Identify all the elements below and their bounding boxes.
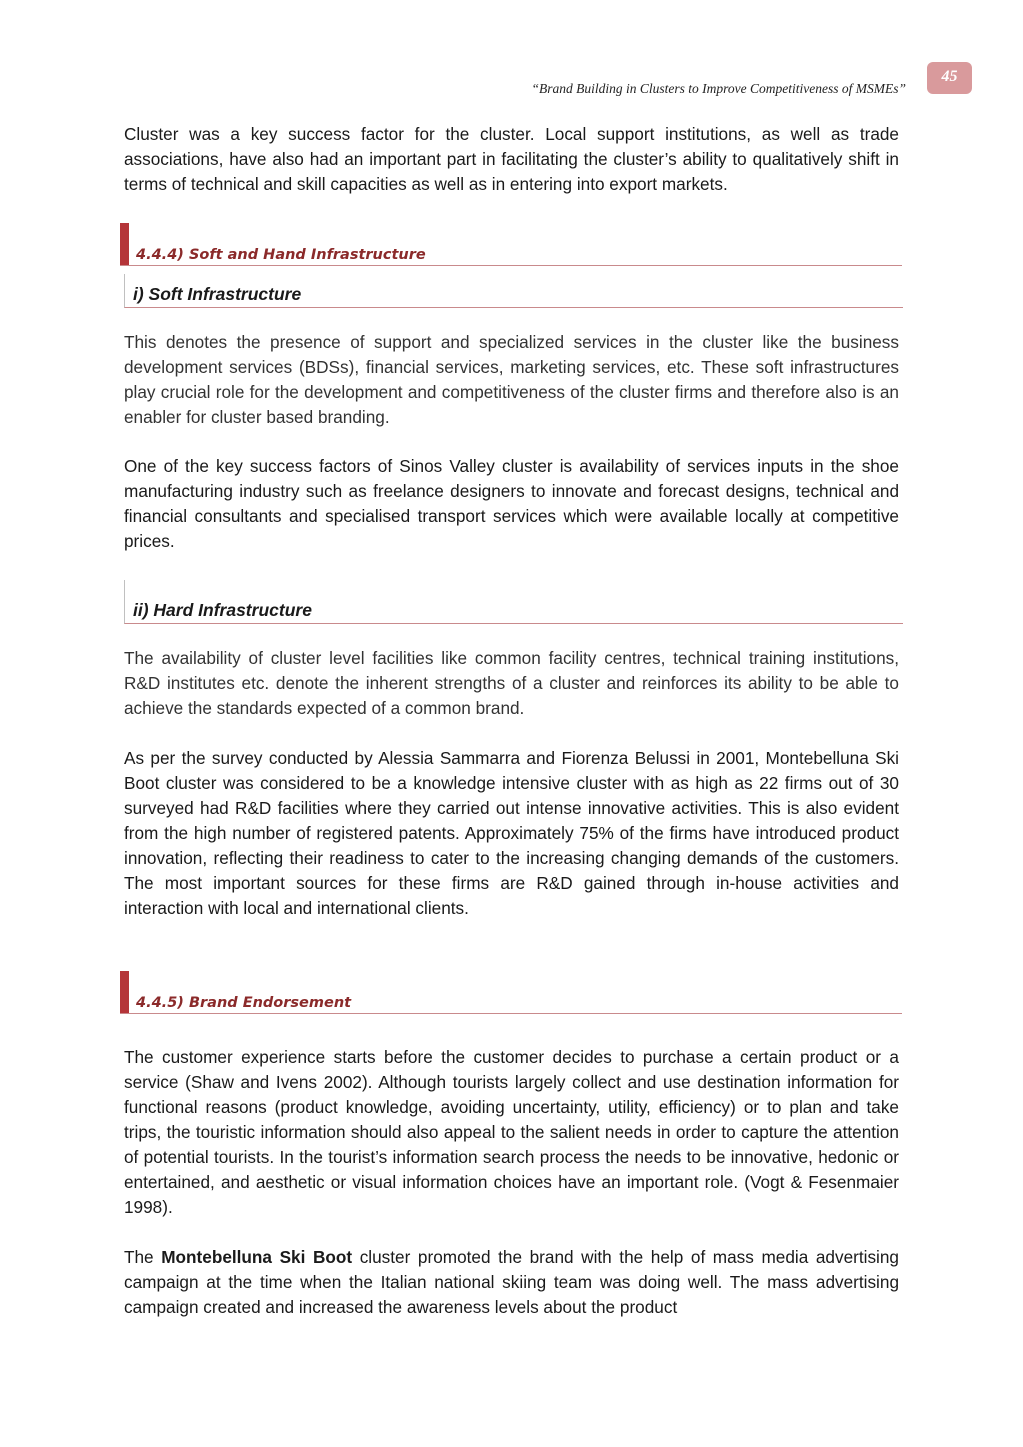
text-run: The (124, 1247, 162, 1267)
subheading-soft-infrastructure (124, 274, 903, 308)
section-heading-4-4-5 (120, 971, 902, 1014)
paragraph-montebelluna-brand (124, 1245, 899, 1320)
subheading-label: i) Soft Infrastructure (133, 284, 302, 304)
subheading-label: ii) Hard Infrastructure (133, 600, 312, 620)
paragraph-hard-infra-definition: The availability of cluster level facilities like common facility centres, technical training institutions, R&D institutes etc. denote the inherent strengths of a cluster and reinforces its ability to be able to achieve the standards expected of a common brand. (124, 648, 899, 718)
heading-accent-bar (120, 223, 129, 265)
paragraph-cluster-success: Cluster was a key success factor for the cluster. Local support institutions, as well as trade associations, have also had an important part in facilitating the cluster’s ability to qualitatively shift in terms of technical and skill capacities as well as in entering into export markets. (124, 124, 899, 194)
subheading-hard-infrastructure (124, 580, 903, 624)
running-header: “Brand Building in Clusters to Improve Competitiveness of MSMEs” (531, 81, 906, 96)
section-heading-label: 4.4.5) Brand Endorsement (136, 995, 352, 1011)
paragraph-customer-experience: The customer experience starts before the customer decides to purchase a certain product or a service (Shaw and Ivens 2002). Although tourists largely collect and use destination information for functional reasons (product knowledge, avoiding uncertainty, utility, efficiency) or to plan and take trips, the touristic information should also appeal to the salient needs in order to capture the attention of potential tourists. In the tourist’s information search process the needs to be innovative, hedonic or entertained, and aesthetic or visual information choices have an important role. (Vogt & Fesenmaier 1998). (124, 1047, 899, 1217)
text-run: cluster promoted the brand with the help of mass media advertising campaign at the time when the Italian national skiing team was doing well. The mass advertising campaign created and increased the awareness levels about the product (124, 1247, 899, 1317)
section-heading-label: 4.4.4) Soft and Hand Infrastructure (136, 247, 426, 263)
section-heading-4-4-4 (120, 223, 902, 266)
page-number-badge: 45 (927, 62, 972, 94)
bold-cluster-name: Montebelluna Ski Boot (161, 1247, 353, 1267)
paragraph-montebelluna-survey: As per the survey conducted by Alessia Sammarra and Fiorenza Belussi in 2001, Montebelluna Ski Boot cluster was considered to be a knowledge intensive cluster with as high as 22 firms out of 30 surveyed had R&D facilities where they carried out intense innovative activities. This is also evident from the high number of registered patents. Approximately 75% of the firms have introduced product innovation, reflecting their readiness to cater to the increasing changing demands of the customers. The most important sources for these firms are R&D gained through in-house activities and interaction with local and international clients. (124, 748, 899, 918)
paragraph-sinos-valley: One of the key success factors of Sinos Valley cluster is availability of services inputs in the shoe manufacturing industry such as freelance designers to innovate and forecast designs, technical and financial consultants and specialised transport services which were available locally at competitive prices. (124, 456, 899, 551)
heading-accent-bar (120, 971, 129, 1013)
paragraph-soft-infra-definition: This denotes the presence of support and specialized services in the cluster like the business development services (BDSs), financial services, marketing services, etc. These soft infrastructures play crucial role for the development and competitiveness of the cluster firms and therefore also is an enabler for cluster based branding. (124, 332, 899, 427)
